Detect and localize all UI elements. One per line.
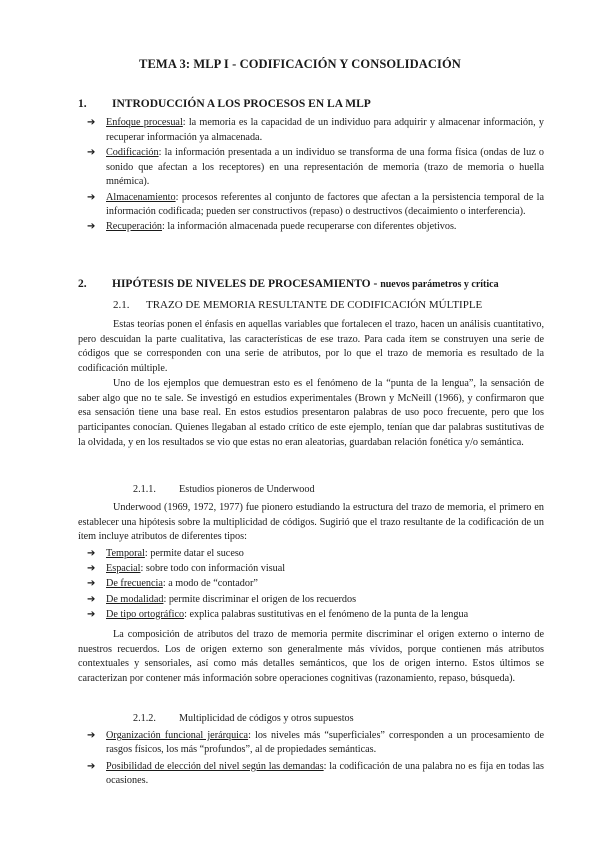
list-item-text: : la memoria es la capacidad de un individuo para adquirir y almacenar información, y recuperar información ya almacenada. [106, 117, 544, 143]
subsection-2-1-1-title: Estudios pioneros de Underwood [179, 484, 315, 495]
arrow-right-icon: ➔ [87, 191, 96, 203]
subsection-2-1-1-heading [133, 484, 315, 495]
section-1-heading [78, 98, 548, 110]
arrow-right-icon: ➔ [87, 593, 96, 605]
list-item-term: Posibilidad de elección del nivel según las demandas [106, 761, 324, 772]
subsection-2-1-heading [113, 299, 482, 311]
arrow-right-icon: ➔ [87, 117, 96, 128]
paragraph-underwood: Underwood (1969, 1972, 1977) fue pionero estudiando la estructura del trazo de memoria, el primero en establecer una hipótesis sobre la multiplicidad de códigos. Sugirió que el trazo resultante de la codificación de un ítem incluye atributos de diferentes tipos: [78, 502, 544, 543]
page-title: TEMA 3: MLP I - CODIFICACIÓN Y CONSOLIDACIÓN [139, 57, 461, 71]
list-item [87, 593, 544, 608]
list-item [87, 547, 544, 562]
list-item-term: Almacenamiento [106, 191, 176, 203]
list-item [87, 760, 544, 788]
arrow-right-icon: ➔ [87, 761, 96, 772]
arrow-right-icon: ➔ [87, 608, 96, 620]
arrow-right-icon: ➔ [87, 578, 96, 590]
list-item-term: Recuperación [106, 221, 163, 233]
arrow-right-icon: ➔ [87, 221, 96, 233]
subsection-2-1-2-number: 2.1.2. [133, 713, 156, 724]
list-item-text: : a modo de “contador” [162, 578, 258, 590]
list-item-text: : explica palabras sustitutivas en el fenómeno de la punta de la lengua [184, 608, 469, 620]
list-item-term: De modalidad [106, 593, 164, 605]
paragraph-multiple-coding: Estas teorías ponen el énfasis en aquellas variables que fortalecen el trazo, hacen un análisis cuantitativo, pero descuidan la parte cualitativa, las características de ese trazo. Para cada ítem se construyen una serie de códigos que se corresponden con una serie de atributos, por lo que el trazo de memoria es resultado de la codificación múltiple. [78, 319, 544, 375]
section-1-list [87, 116, 544, 236]
subsection-2-1-2-heading [133, 713, 354, 724]
list-item-term: De tipo ortográfico [106, 608, 185, 620]
list-item-text: : sobre todo con información visual [140, 563, 286, 575]
list-item-term: Enfoque procesual [106, 117, 183, 128]
underwood-attributes-list [87, 547, 544, 623]
list-item [87, 146, 544, 190]
arrow-right-icon: ➔ [87, 146, 96, 158]
section-2-subtitle: nuevos parámetros y crítica [380, 279, 499, 290]
list-item-text: : la información almacenada puede recuperarse con diferentes objetivos. [162, 221, 457, 233]
list-item-term: De frecuencia [106, 578, 163, 590]
code-multiplicity-list [87, 729, 544, 791]
section-1-number: 1. [78, 98, 87, 110]
paragraph-tip-of-tongue: Uno de los ejemplos que demuestran esto es el fenómeno de la “punta de la lengua”, la sensación de saber algo que no te sale. Se investigó en estudios experimentales (Brown y McNeill (1966), y confirmaron que esa sensación tiene una base real. En estos estudios presentaron palabras de uso poco frecuente, pero que los participantes conocían. Quienes llegaban al estado crítico de este ejemplo, tenían que dar palabras sustitutivas de la olvidada, y en los resultados se vio que estas no eran aleatorias, guardaban relación fonética y/o semántica. [78, 378, 544, 448]
subsection-2-1-number: 2.1. [113, 299, 130, 311]
list-item [87, 608, 544, 623]
list-item-term: Temporal [106, 548, 145, 559]
section-2-title: HIPÓTESIS DE NIVELES DE PROCESAMIENTO - [112, 278, 381, 290]
arrow-right-icon: ➔ [87, 730, 96, 741]
list-item-text: : la codificación de una palabra no es fija en todas las ocasiones. [106, 761, 544, 787]
section-2-heading [78, 278, 548, 290]
list-item [87, 116, 544, 145]
list-item-term: Espacial [106, 563, 141, 575]
arrow-right-icon: ➔ [87, 548, 96, 559]
list-item [87, 577, 544, 592]
list-item [87, 191, 544, 220]
paragraph-origin-discrimination: La composición de atributos del trazo de memoria permite discriminar el origen externo o interno de nuestros recuerdos. Los de origen externo son generalmente más vívidos, porque contienen más atributos contextuales y sensoriales, así como más detalles semánticos, que los de origen interno. Estos últimos se caracterizan por contener más información sobre operaciones cognitivas (razonamiento, repaso, búsqueda). [78, 629, 544, 685]
list-item-text: : procesos referentes al conjunto de factores que afectan a la persistencia temporal de la información codificada; pueden ser constructivos (repaso) o destructivos (decaimiento o interferencia). [106, 191, 544, 218]
list-item-term: Codificación [106, 146, 159, 158]
list-item-term: Organización funcional jerárquica [106, 730, 249, 741]
subsection-2-1-title: TRAZO DE MEMORIA RESULTANTE DE CODIFICACIÓN MÚLTIPLE [146, 299, 483, 311]
section-1-title: INTRODUCCIÓN A LOS PROCESOS EN LA MLP [112, 98, 371, 110]
list-item-text: : permite discriminar el origen de los recuerdos [163, 593, 357, 605]
list-item [87, 220, 544, 235]
subsection-2-1-2-title: Multiplicidad de códigos y otros supuestos [179, 713, 354, 724]
list-item [87, 562, 544, 577]
list-item-text: : la información presentada a un individuo se transforma de una forma física (ondas de luz o sonido que afectan a los receptores) en una representación de memoria (trazo de memoria o huella mnémica). [106, 146, 544, 188]
subsection-2-1-1-number: 2.1.1. [133, 484, 156, 495]
list-item-text: : permite datar el suceso [144, 548, 244, 559]
arrow-right-icon: ➔ [87, 563, 96, 575]
section-2-number: 2. [78, 278, 87, 290]
list-item-text: : los niveles más “superficiales” corresponden a un procesamiento de rasgos físicos, los más “profundos”, al de propiedades semánticas. [106, 730, 544, 756]
list-item [87, 729, 544, 757]
